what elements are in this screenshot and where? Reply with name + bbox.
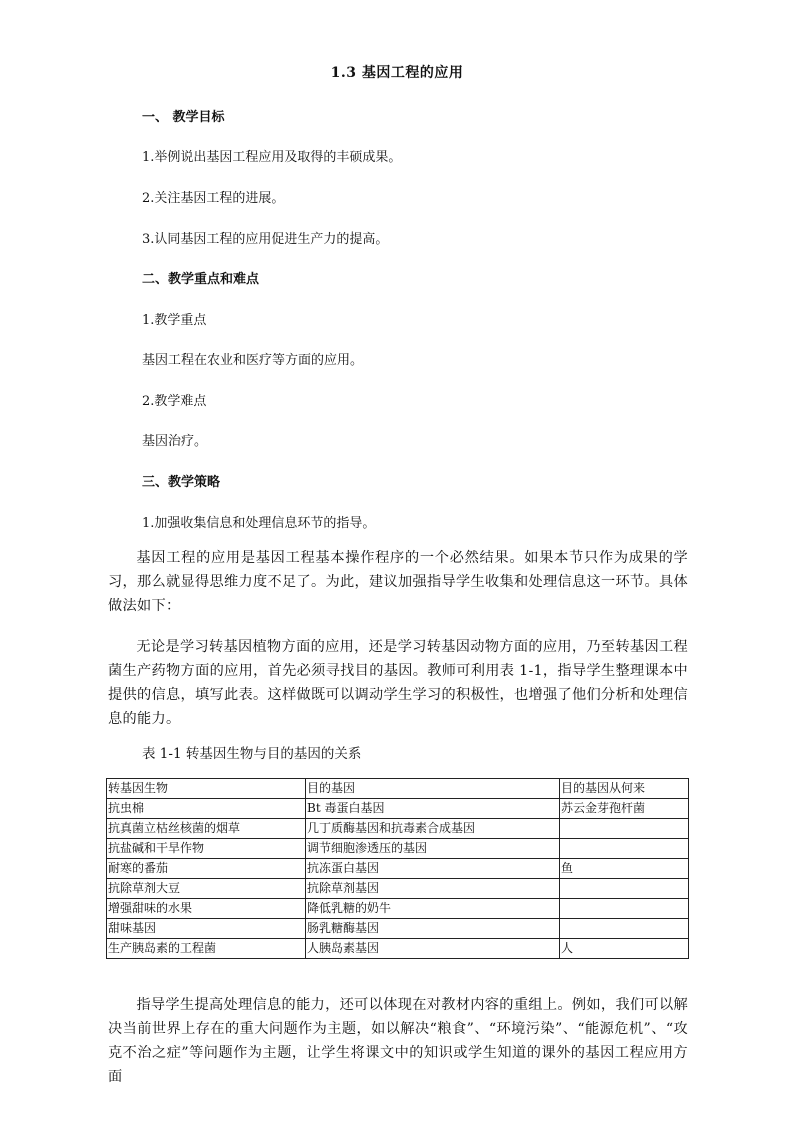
table-header-cell: 转基因生物 [107, 779, 306, 799]
difficulty-label: 2.教学难点 [142, 394, 207, 409]
table-cell: 抗虫棉 [107, 799, 306, 819]
strategy-item: 1.加强收集信息和处理信息环节的指导。 [142, 516, 376, 531]
table-cell: 降低乳糖的奶牛 [306, 899, 560, 919]
table-cell [560, 819, 689, 839]
table-cell: 苏云金芽孢杆菌 [560, 799, 689, 819]
table-row [107, 839, 689, 859]
body-paragraph: 无论是学习转基因植物方面的应用，还是学习转基因动物方面的应用，乃至转基因工程菌生产药物方面的应用，首先必须寻找目的基因。教师可利用表 1-1，指导学生整理课本中提供的信息，填写此表。这样做既可以调动学生学习的积极性，也增强了他们分析和处理信息的能力。 [108, 639, 688, 727]
table-cell: 鱼 [560, 859, 689, 879]
goal-item: 3.认同基因工程的应用促进生产力的提高。 [142, 232, 389, 247]
table-row [107, 899, 689, 919]
table-cell: 抗冻蛋白基因 [306, 859, 560, 879]
table-row [107, 939, 689, 959]
section-heading-goals: 一、 教学目标 [142, 110, 225, 125]
goal-item: 2.关注基因工程的进展。 [142, 191, 285, 206]
table-cell: 甜味基因 [107, 919, 306, 939]
table-cell: 增强甜味的水果 [107, 899, 306, 919]
table-cell [560, 899, 689, 919]
table-cell: 抗除草剂基因 [306, 879, 560, 899]
table-cell: 抗真菌立枯丝核菌的烟草 [107, 819, 306, 839]
table-cell: 人 [560, 939, 689, 959]
body-paragraph: 指导学生提高处理信息的能力，还可以体现在对教材内容的重组上。例如，我们可以解决当前世界上存在的重大问题作为主题，如以解决“粮食”、“环境污染”、“能源危机”、“攻克不治之症”等问题作为主题，让学生将课文中的知识或学生知道的课外的基因工程应用方面 [108, 997, 688, 1085]
table-caption: 表 1-1 转基因生物与目的基因的关系 [142, 746, 362, 762]
table-row [107, 859, 689, 879]
goal-item: 1.举例说出基因工程应用及取得的丰硕成果。 [142, 150, 402, 165]
table-cell: 几丁质酶基因和抗毒素合成基因 [306, 819, 560, 839]
table-cell: 调节细胞渗透压的基因 [306, 839, 560, 859]
table-cell: 人胰岛素基因 [306, 939, 560, 959]
table-cell: 耐寒的番茄 [107, 859, 306, 879]
difficulty-text: 基因治疗。 [142, 434, 208, 449]
table-cell: 抗盐碱和干旱作物 [107, 839, 306, 859]
table-row [107, 819, 689, 839]
table-row [107, 919, 689, 939]
body-paragraph: 基因工程的应用是基因工程基本操作程序的一个必然结果。如果本节只作为成果的学习，那么就显得思维力度不足了。为此，建议加强指导学生收集和处理信息这一环节。具体做法如下： [108, 550, 688, 614]
gene-table [106, 778, 689, 959]
section-heading-focus: 二、教学重点和难点 [142, 272, 260, 287]
table-row [107, 799, 689, 819]
table-cell [560, 839, 689, 859]
table-row [107, 879, 689, 899]
table-cell: 抗除草剂大豆 [107, 879, 306, 899]
table-cell: 生产胰岛素的工程菌 [107, 939, 306, 959]
table-header-row [107, 779, 689, 799]
page-title: 1.3 基因工程的应用 [330, 65, 464, 81]
key-point-label: 1.教学重点 [142, 313, 207, 328]
table-header-cell: 目的基因 [306, 779, 560, 799]
table-cell [560, 879, 689, 899]
table-cell: Bt 毒蛋白基因 [306, 799, 560, 819]
table-header-cell: 目的基因从何来 [560, 779, 689, 799]
section-heading-strategy: 三、教学策略 [142, 475, 221, 490]
table-cell: 肠乳糖酶基因 [306, 919, 560, 939]
key-point-text: 基因工程在农业和医疗等方面的应用。 [142, 353, 364, 368]
table-cell [560, 919, 689, 939]
